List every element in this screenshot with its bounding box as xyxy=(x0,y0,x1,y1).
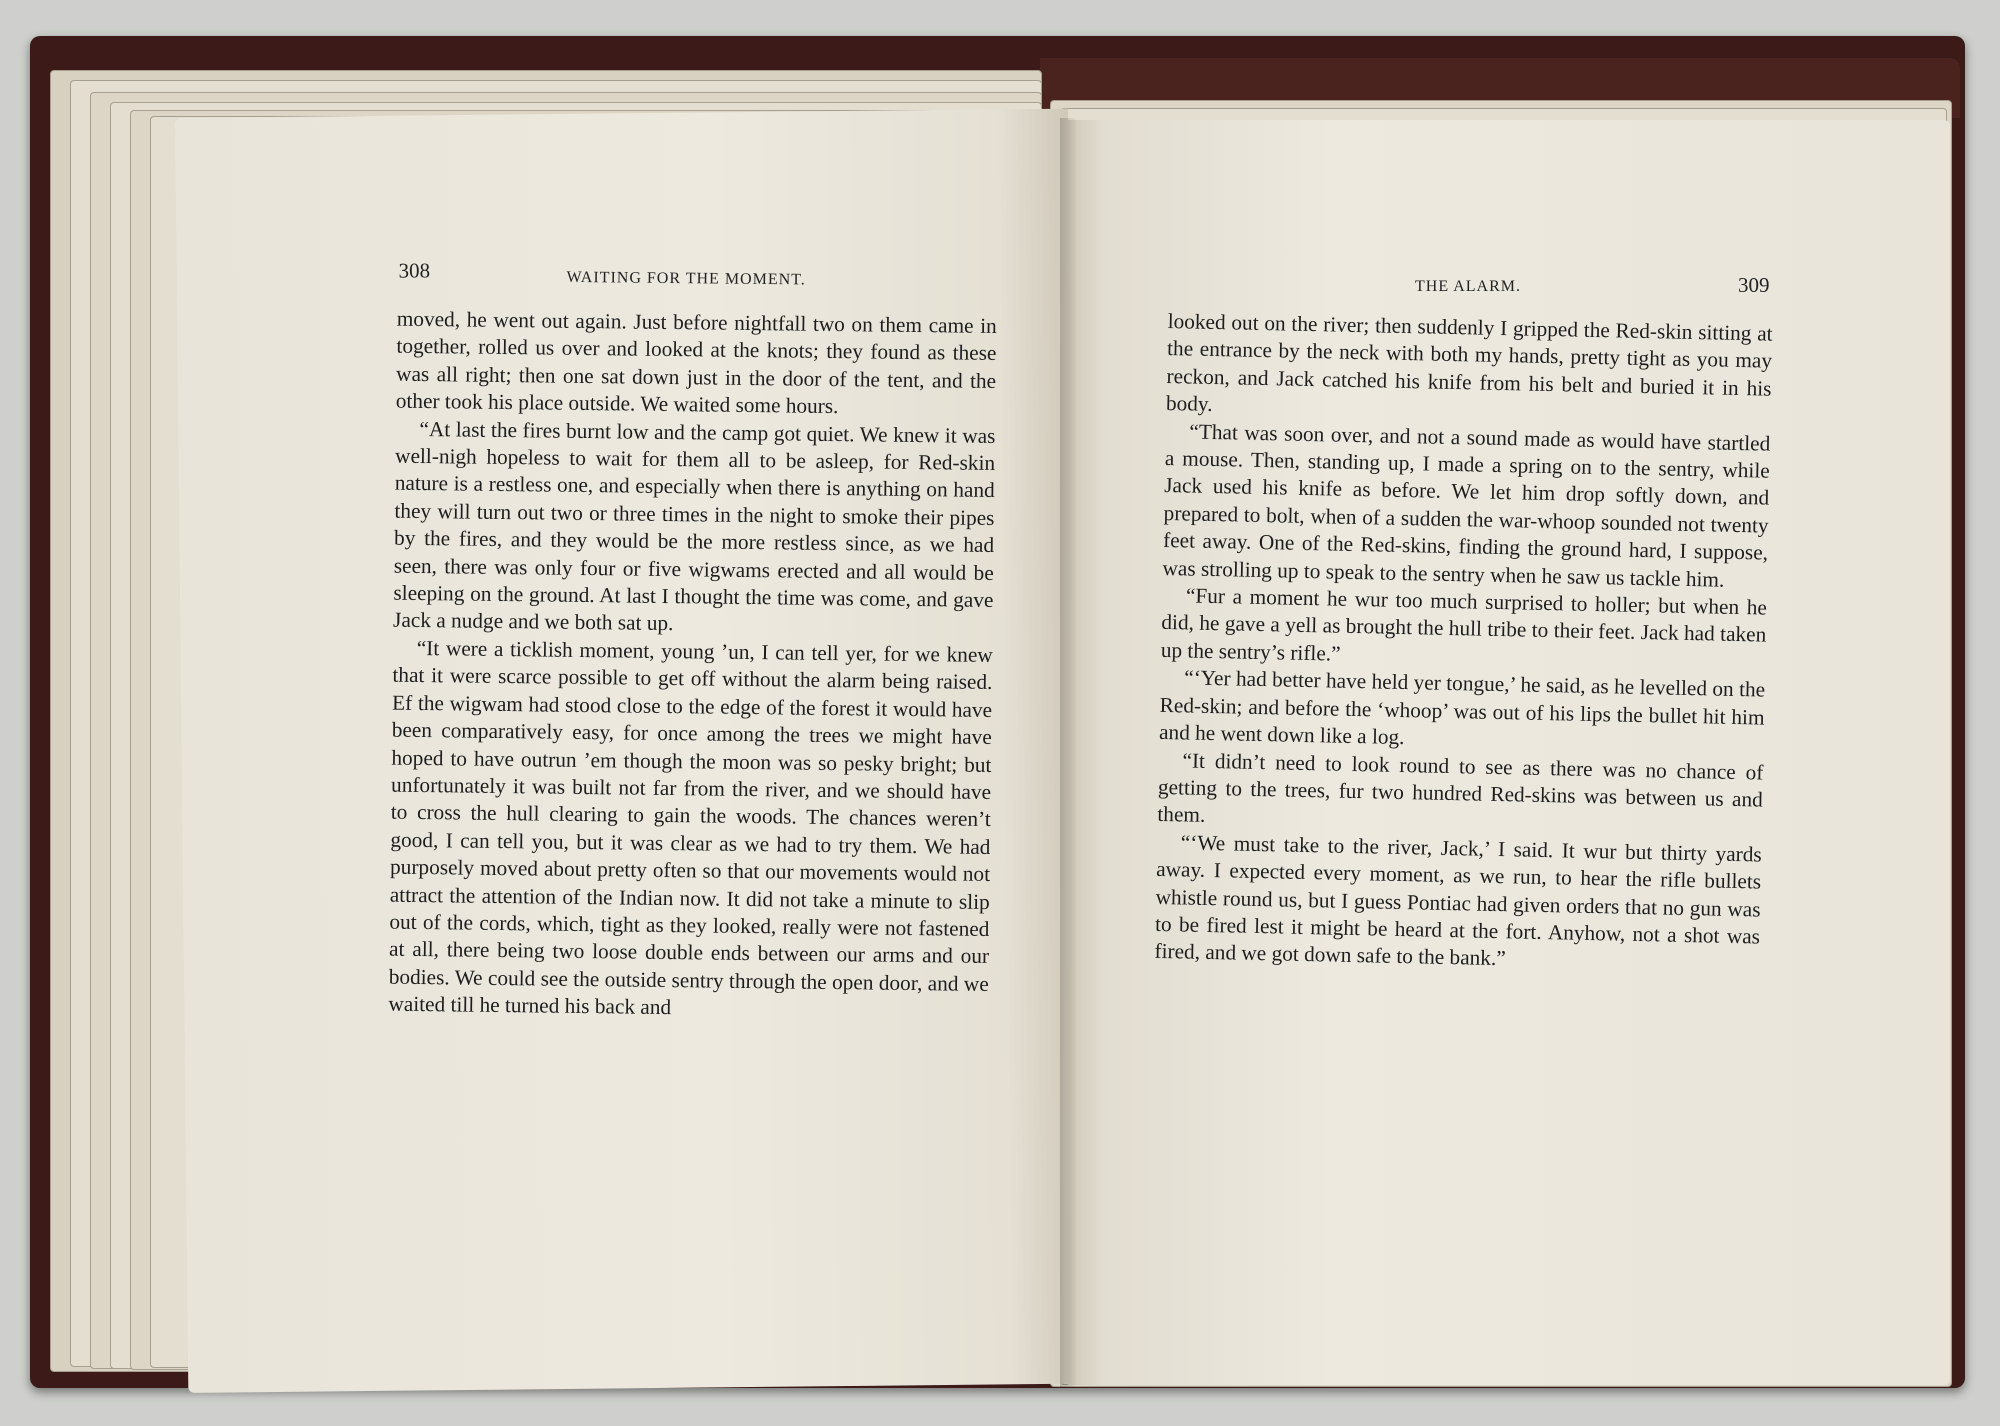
paragraph: “Fur a moment he wur too much surprised to holler; but when he did, he gave a yell as brought the hull tribe to their feet. Jack had taken up the sentry’s rifle.” xyxy=(1160,583,1768,666)
page-number: 309 xyxy=(1738,273,1770,297)
page-number: 308 xyxy=(398,258,431,283)
left-page xyxy=(175,109,1081,1393)
paragraph: “At last the fires burnt low and the camp got quiet. We knew it was well-nigh hopeless to wait for them all to be asleep, for Red-skin nature is a restless one, and especially when there is anything on hand they will turn out two or three times in the night to smoke their pipes by the fires, and they would be the more restless since, as we had seen, there was only four or five wigwams erected and all would be sleeping on the ground. At last I thought the time was come, and gave Jack a nudge and we both sat up. xyxy=(392,416,996,636)
paragraph: “That was soon over, and not a sound made as would have startled a mouse. Then, standing up, I made a spring on to the sentry, while Jack used his knife as before. We let him drop softly down, and prepared to bolt, when of a sudden the war-whoop sounded not twenty feet away. One of the Red-skins, finding the ground hard, I suppose, was strolling up to speak to the sentry when he saw us tackle him. xyxy=(1162,419,1771,592)
paragraph: “It didn’t need to look round to see as there was no chance of getting to the trees, fur two hundred Red-skins was between us and them. xyxy=(1157,747,1764,828)
paragraph: looked out on the river; then suddenly I gripped the Red-skin sitting at the entrance by the neck with both my hands, pretty tight as you may reckon, and Jack catched his knife from his belt and buried it in his body. xyxy=(1165,308,1773,417)
running-head: THE ALARM. xyxy=(1415,278,1521,295)
book-gutter xyxy=(1060,118,1076,1388)
page-body xyxy=(1154,308,1773,978)
paragraph: moved, he went out again. Just before nightfall two on them came in together, rolled us over and looked at the knots; they found as these was all right; then one sat down just in the door of the tent, and the other took his place outside. We waited some hours. xyxy=(395,306,997,419)
right-page xyxy=(1068,120,1950,1385)
paragraph: “It were a ticklish moment, young ’un, I can tell yer, for we knew that it were scarce possible to get off without the alarm being raised. Ef the wigwam had stood close to the edge of the forest it would have been comparatively easy, for once among the trees we might have hoped to have outrun ’em though the moon was so pesky bright; but unfortunately it was built not far from the river, and we should have to cross the hull clearing to gain the woods. The chances weren’t good, I can tell you, but it was clear as we had to try them. We had purposely moved about pretty often so that our movements would not attract the attention of the Indian now. It did not take a minute to slip out of the cords, which, tight as they looked, really were not fastened at all, there being two loose double ends between our arms and our bodies. We could see the outside sentry through the open door, and we waited till he turned his back and xyxy=(388,635,993,1020)
paragraph: “‘We must take to the river, Jack,’ I said. It wur but thirty yards away. I expected every moment, as we run, to hear the rifle bullets whistle round us, but I guess Pontiac had given orders that no gun was to be fired lest it might be heard at the fort. Anyhow, not a shot was fired, and we got down safe to the bank.” xyxy=(1154,830,1762,971)
page-body xyxy=(388,306,997,1026)
running-head: WAITING FOR THE MOMENT. xyxy=(566,268,806,289)
paragraph: “‘Yer had better have held yer tongue,’ he said, as he levelled on the Red-skin; and before the ‘whoop’ was out of his lips the bullet hit him and he went down like a log. xyxy=(1158,665,1766,750)
